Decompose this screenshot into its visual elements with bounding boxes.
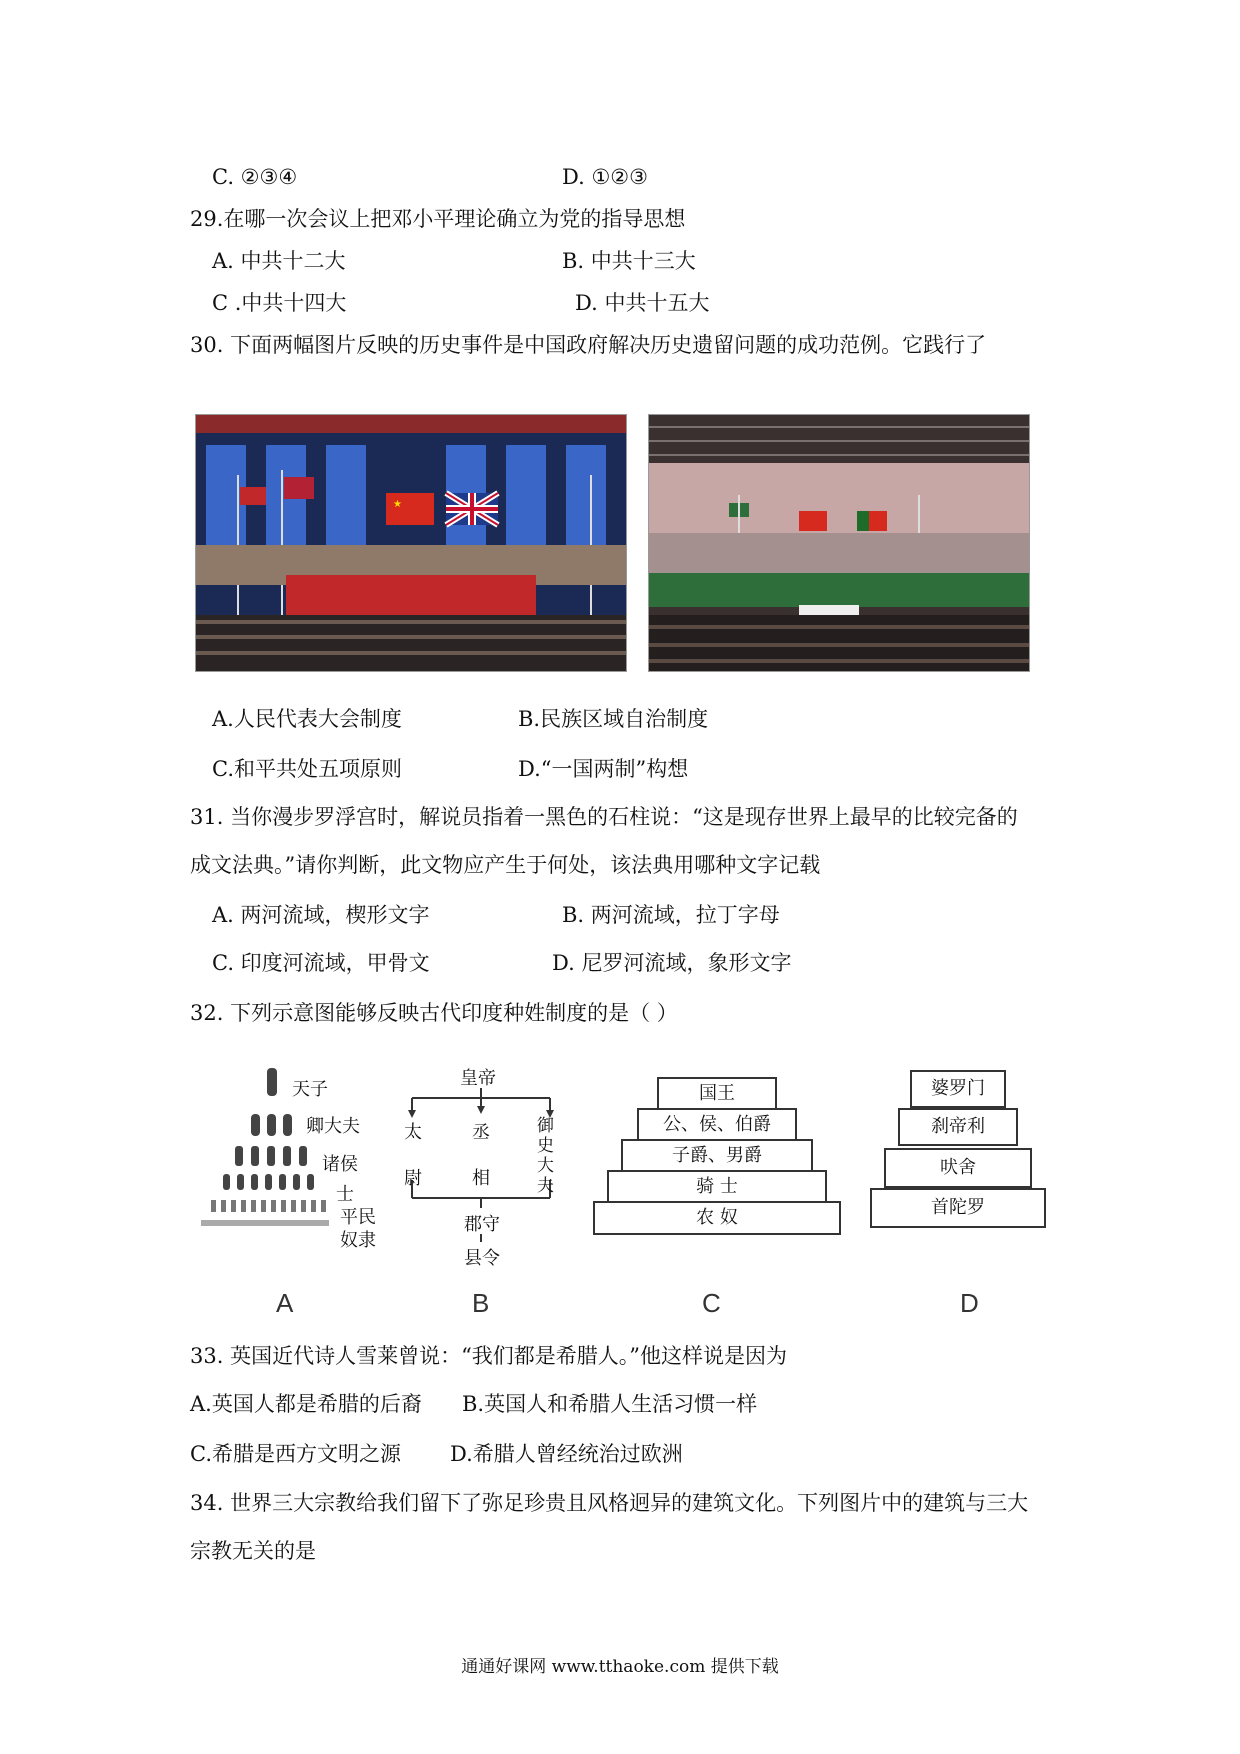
q31-option-a: A. 两河流域，楔形文字	[212, 903, 430, 927]
hk-handover-photo	[195, 414, 627, 672]
q30-option-c: C.和平共处五项原则	[212, 757, 402, 781]
diagram-d-level-4: 首陀罗	[870, 1188, 1046, 1228]
diagram-b-mid-1: 丞	[472, 1122, 490, 1143]
diagram-b-bottom-2: 县令	[464, 1248, 500, 1269]
q31-option-b: B. 两河流域，拉丁字母	[562, 903, 780, 927]
q31-option-c: C. 印度河流域，甲骨文	[212, 951, 430, 975]
diagram-c-level-1: 国王	[657, 1077, 777, 1111]
svg-text:★: ★	[393, 499, 402, 510]
q33-option-a: A.英国人都是希腊的后裔	[190, 1392, 422, 1416]
diagram-c-level-4: 骑 士	[607, 1170, 827, 1204]
q33-option-b: B.英国人和希腊人生活习惯一样	[462, 1392, 758, 1416]
diagram-a-caption: A	[276, 1288, 294, 1318]
diagram-a-level-5: 平民	[340, 1207, 376, 1228]
diagram-b-bottom-1: 郡守	[464, 1214, 500, 1235]
diagram-b-right: 御史大夫	[537, 1116, 554, 1196]
diagram-b-mid-2: 相	[472, 1168, 490, 1189]
q29-option-c: C .中共十四大	[212, 291, 347, 315]
diagram-c-level-2: 公、侯、伯爵	[637, 1108, 797, 1142]
q28-option-d: D. ①②③	[562, 165, 648, 189]
diagram-d-level-2: 刹帝利	[898, 1108, 1018, 1146]
q28-option-c: C. ②③④	[212, 165, 298, 189]
q29-stem: 29.在哪一次会议上把邓小平理论确立为党的指导思想	[190, 207, 686, 231]
q34-stem-line1: 34. 世界三大宗教给我们留下了弥足珍贵且风格迥异的建筑文化。下列图片中的建筑与三大	[190, 1491, 1029, 1515]
q30-option-d: D.“一国两制”构想	[518, 757, 689, 781]
q31-stem-line2: 成文法典。”请你判断，此文物应产生于何处，该法典用哪种文字记载	[190, 853, 821, 877]
diagram-a-level-1: 天子	[292, 1079, 328, 1100]
diagram-c-level-3: 子爵、男爵	[621, 1139, 813, 1173]
diagram-b-caption: B	[472, 1288, 490, 1318]
diagram-a-level-3: 诸侯	[322, 1154, 358, 1175]
diagram-b-left-1: 太	[404, 1122, 422, 1143]
q29-option-b: B. 中共十三大	[562, 249, 696, 273]
diagram-d-level-3: 吠舍	[884, 1148, 1032, 1188]
q31-stem-line1: 31. 当你漫步罗浮宫时，解说员指着一黑色的石柱说：“这是现存世界上最早的比较完备的	[190, 805, 1018, 829]
diagram-b-top: 皇帝	[460, 1068, 496, 1089]
macau-handover-photo	[648, 414, 1030, 672]
q29-option-d: D. 中共十五大	[575, 291, 710, 315]
q34-stem-line2: 宗教无关的是	[190, 1539, 316, 1563]
diagram-d-level-1: 婆罗门	[910, 1070, 1006, 1108]
q30-option-a: A.人民代表大会制度	[212, 707, 402, 731]
q30-option-b: B.民族区域自治制度	[518, 707, 709, 731]
q33-option-c: C.希腊是西方文明之源	[190, 1442, 401, 1466]
diagram-a-level-4: 士	[336, 1184, 354, 1205]
q29-option-a: A. 中共十二大	[212, 249, 346, 273]
diagram-a-level-6: 奴隶	[340, 1230, 376, 1251]
diagram-a-level-2: 卿大夫	[306, 1116, 360, 1137]
q33-option-d: D.希腊人曾经统治过欧洲	[450, 1442, 683, 1466]
q33-stem: 33. 英国近代诗人雪莱曾说：“我们都是希腊人。”他这样说是因为	[190, 1344, 788, 1368]
diagram-c-caption: C	[702, 1288, 721, 1318]
diagram-b-left-2: 尉	[404, 1168, 422, 1189]
page-footer: 通通好课网 www.tthaoke.com 提供下载	[461, 1657, 779, 1677]
q32-stem: 32. 下列示意图能够反映古代印度种姓制度的是（ ）	[190, 1001, 678, 1025]
diagram-d-caption: D	[960, 1288, 979, 1318]
q31-option-d: D. 尼罗河流域，象形文字	[552, 951, 792, 975]
q30-stem: 30. 下面两幅图片反映的历史事件是中国政府解决历史遗留问题的成功范例。它践行了	[190, 333, 987, 357]
diagram-c-level-5: 农 奴	[593, 1201, 841, 1235]
